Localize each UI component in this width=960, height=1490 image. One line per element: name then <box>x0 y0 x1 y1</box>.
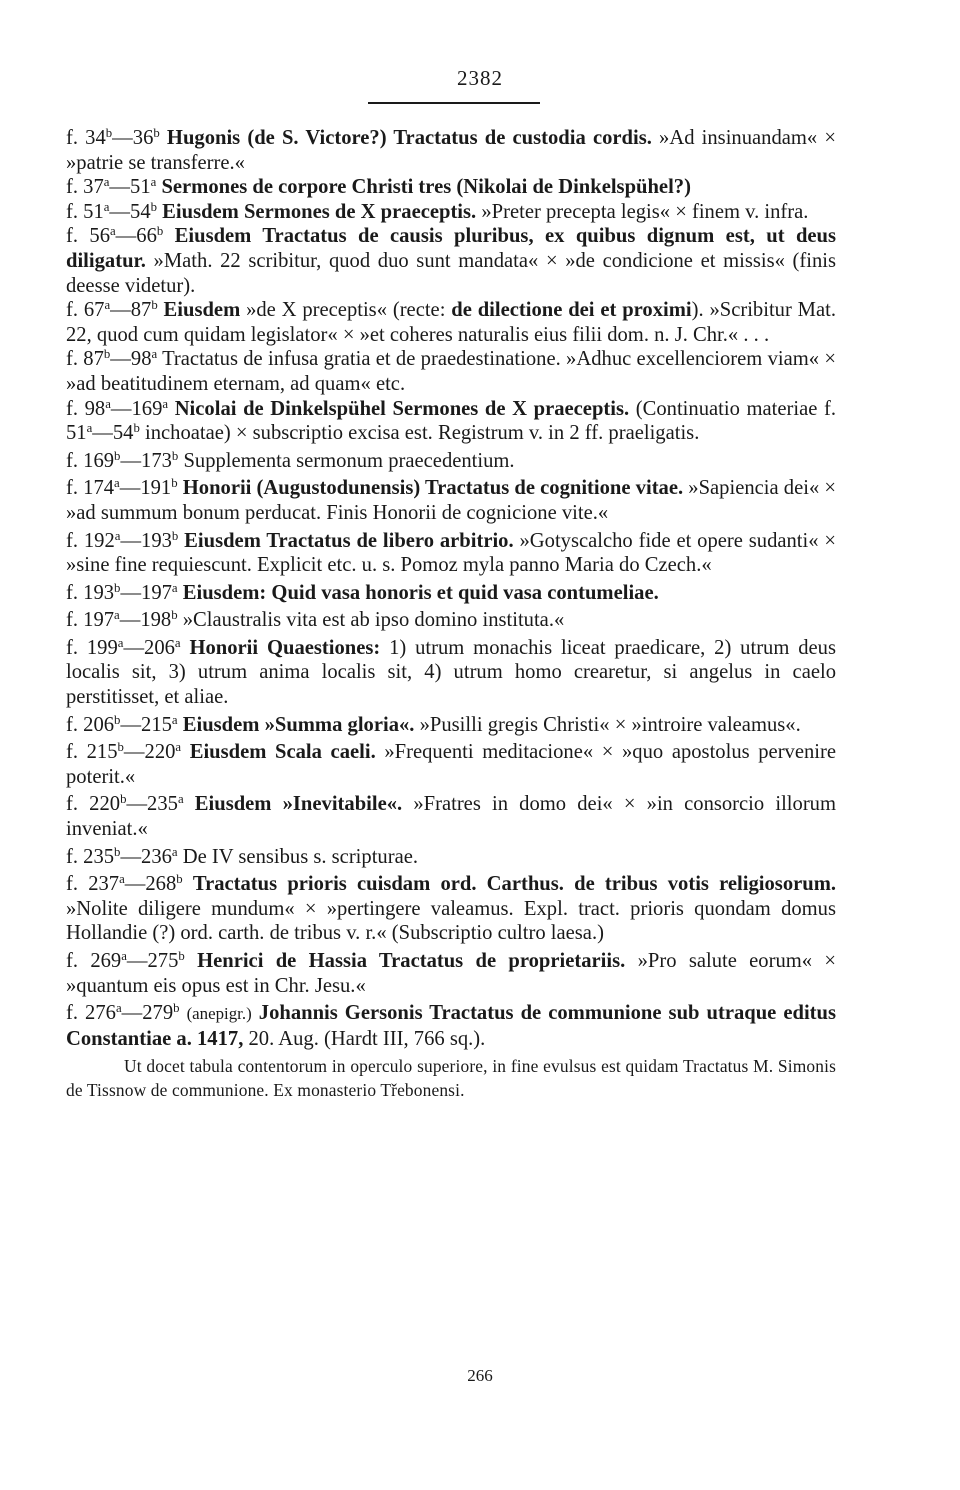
catalog-entry: f. 67$^a$—87$^b$ Eiusdem »de X preceptis« (recte: de dilectione dei et proximi). »Scribitur Mat. 22, quod cum quidam legislator« × »et coheres naturalis eius filii dom. n. J. Chr.« . . . <box>66 298 836 346</box>
catalog-entries <box>66 126 836 1120</box>
catalog-entry: f. 235$^b$—236$^a$ De IV sensibus s. scripturae. <box>66 844 419 868</box>
catalog-entry: f. 51$^a$—54$^b$ Eiusdem Sermones de X praeceptis. »Preter precepta legis« × finem v. infra. <box>66 199 809 223</box>
page-number: 2382 <box>457 66 503 90</box>
catalog-entry: f. 220$^b$—235$^a$ Eiusdem »Inevitabile«. »Fratres in domo dei« × »in consorcio illorum inveniat.« <box>66 792 836 841</box>
catalog-entry: f. 169$^b$—173$^b$ Supplementa sermonum praecedentium. <box>66 448 515 472</box>
catalog-entry: f. 199$^a$—206$^a$ Honorii Quaestiones: 1) utrum monachis liceat praedicare, 2) utrum deus localis sit, 3) utrum anima localis sit, 4) utrum homo crearetur, si angelus in caelo perstitisset, et aliae. <box>66 635 836 709</box>
catalog-note: Ut docet tabula contentorum in operculo superiore, in fine evulsus est quidam Tractatus M. Simonis de Tissnow de communione. Ex monasterio Třebonensi. <box>66 1056 836 1101</box>
entries-list <box>66 126 836 1051</box>
catalog-entry: f. 87$^b$—98$^a$ Tractatus de infusa gratia et de praedestinatione. »Adhuc excellenciorem viam« × »ad beatitudinem eternam, ad quam« etc. <box>66 347 836 395</box>
catalog-entry: f. 56$^a$—66$^b$ Eiusdem Tractatus de causis pluribus, ex quibus dignum est, ut deus diligatur. »Math. 22 scribitur, quod duo sunt mandata« × »de condicione et missis« (finis deesse videtur). <box>66 224 837 297</box>
catalog-entry: f. 197$^a$—198$^b$ »Claustralis vita est ab ipso domino instituta.« <box>66 608 565 632</box>
catalog-entry: f. 34$^b$—36$^b$ Hugonis (de S. Victore?) Tractatus de custodia cordis. »Ad insinuandam« × »patrie se transferre.« <box>66 125 836 174</box>
catalog-entry: f. 206$^b$—215$^a$ Eiusdem »Summa gloria«. »Pusilli gregis Christi« × »introire valeamus«. <box>66 712 801 736</box>
catalog-entry: f. 215$^b$—220$^a$ Eiusdem Scala caeli. »Frequenti meditacione« × »quo apostolus pervenire poterit.« <box>66 740 837 788</box>
catalog-entry: f. 98$^a$—169$^a$ Nicolai de Dinkelspühel Sermones de X praeceptis. (Continuatio materiae f. 51$^a$—54$^b$ inchoatae) × subscriptio excisa est. Registrum v. in 2 ff. praeligatis. <box>66 396 836 445</box>
catalog-entry: f. 276$^a$—279$^b$ (anepigr.) Johannis Gersonis Tractatus de communione sub utraque editus Constantiae a. 1417, 20. Aug. (Hardt III, 766 sq.). <box>66 1001 837 1050</box>
signature-number: 266 <box>467 1366 493 1385</box>
catalog-entry: f. 174$^a$—191$^b$ Honorii (Augustodunensis) Tractatus de cognitione vitae. »Sapiencia dei« × »ad summum bonum perducat. Finis Honorii de cognicione vite.« <box>66 476 837 524</box>
catalog-entry: f. 237$^a$—268$^b$ Tractatus prioris cuisdam ord. Carthus. de tribus votis religiosorum. »Nolite diligere mundum« × »pertingere valeamus. Expl. tract. prioris quondam domus Hollandie (?) ord. carth. de tribus v. r.« (Subscriptio cultro laesa.) <box>66 872 837 945</box>
catalog-entry: f. 37$^a$—51$^a$ Sermones de corpore Christi tres (Nikolai de Dinkelspühel?) <box>66 175 691 199</box>
header-rule <box>368 102 540 104</box>
catalog-entry: f. 192$^a$—193$^b$ Eiusdem Tractatus de libero arbitrio. »Gotyscalcho fide et opere sudanti« × »sine fine requiescunt. Explicit etc. u. s. Pomoz myla panno Maria do Czech.« <box>66 528 837 577</box>
catalog-entry: f. 269$^a$—275$^b$ Henrici de Hassia Tractatus de proprietariis. »Pro salute eorum« × »quantum eis opus est in Chr. Jesu.« <box>66 948 837 997</box>
catalog-entry: f. 193$^b$—197$^a$ Eiusdem: Quid vasa honoris et quid vasa contumeliae. <box>66 580 659 604</box>
